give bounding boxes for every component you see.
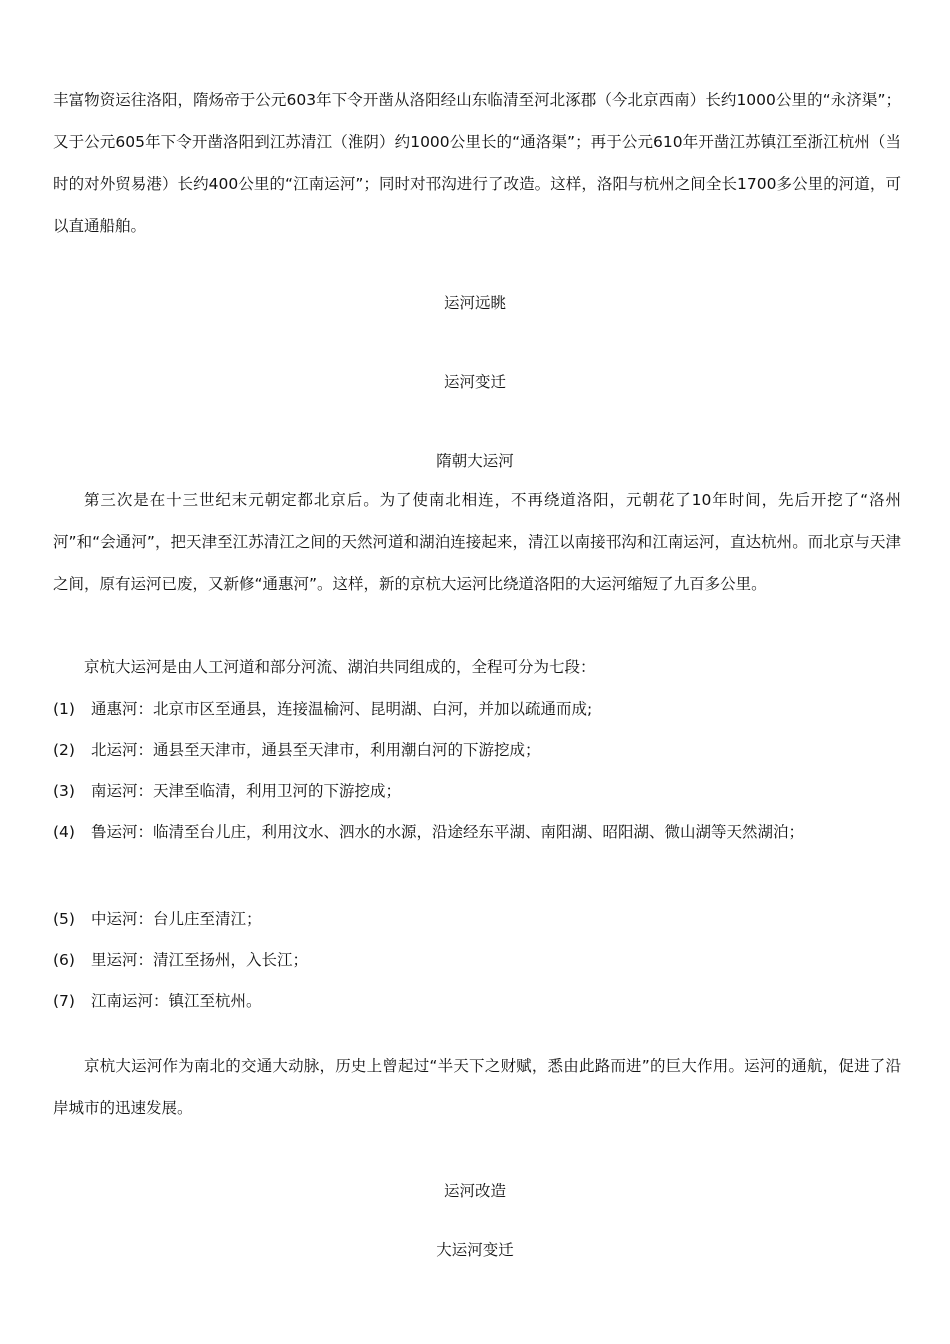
section-number: (5) [53,910,75,928]
heading-grand-canal-changes: 大运河变迁 [436,1241,514,1259]
section-item-4 [53,811,901,853]
section-text: 南运河：天津至临清，利用卫河的下游挖成； [91,782,402,800]
paragraph-transport-artery: 京杭大运河作为南北的交通大动脉，历史上曾起过“半天下之财赋，悉由此路而进”的巨大作用。运河的通航，促进了沿岸城市的迅速发展。 [53,1057,901,1117]
section-number: (3) [53,782,75,800]
section-number: (7) [53,992,75,1010]
intro-paragraph: 丰富物资运往洛阳，隋炀帝于公元603年下令开凿从洛阳经山东临清至河北涿郡（今北京西南）长约1000公里的“永济渠”；又于公元605年下令开凿洛阳到江苏清江（淮阴）约1000公里长的“通洛渠”；再于公元610年开凿江苏镇江至浙江杭州（当时的对外贸易港）长约400公里的“江南运河”；同时对邗沟进行了改造。这样，洛阳与杭州之间全长1700多公里的河道，可以直通船舶。 [53,91,901,235]
section-number: (2) [53,741,75,759]
heading-canal-view: 运河远眺 [443,294,506,312]
section-item-1 [53,688,901,730]
section-text: 鲁运河：临清至台儿庄，利用汶水、泗水的水源，沿途经东平湖、南阳湖、昭阳湖、微山湖等天然湖泊； [91,823,805,841]
section-text: 里运河：清江至扬州，入长江； [91,951,309,969]
section-text: 北运河：通县至天津市，通县至天津市，利用潮白河的下游挖成； [91,741,541,759]
section-item-2 [53,729,901,771]
paragraph-sections-intro: 京杭大运河是由人工河道和部分河流、湖泊共同组成的，全程可分为七段： [84,658,596,676]
section-item-7 [53,980,901,1022]
section-number: (6) [53,951,75,969]
heading-canal-renovation: 运河改造 [443,1182,506,1200]
section-text: 通惠河：北京市区至通县，连接温榆河、昆明湖、白河，并加以疏通而成; [91,700,593,718]
section-item-6 [53,939,901,981]
paragraph-yuan-dynasty: 第三次是在十三世纪末元朝定都北京后。为了使南北相连，不再绕道洛阳，元朝花了10年时间，先后开挖了“洛州河”和“会通河”，把天津至江苏清江之间的天然河道和湖泊连接起来，清江以南接邗沟和江南运河，直达杭州。而北京与天津之间，原有运河已废，又新修“通惠河”。这样，新的京杭大运河比绕道洛阳的大运河缩短了九百多公里。 [53,491,901,593]
section-item-3 [53,770,901,812]
section-item-5 [53,898,901,940]
section-number: (1) [53,700,75,718]
section-text: 江南运河：镇江至杭州。 [91,992,262,1010]
heading-canal-changes: 运河变迁 [443,373,506,391]
heading-sui-grand-canal: 隋朝大运河 [436,452,514,470]
section-number: (4) [53,823,75,841]
section-text: 中运河：台儿庄至清江； [91,910,262,928]
